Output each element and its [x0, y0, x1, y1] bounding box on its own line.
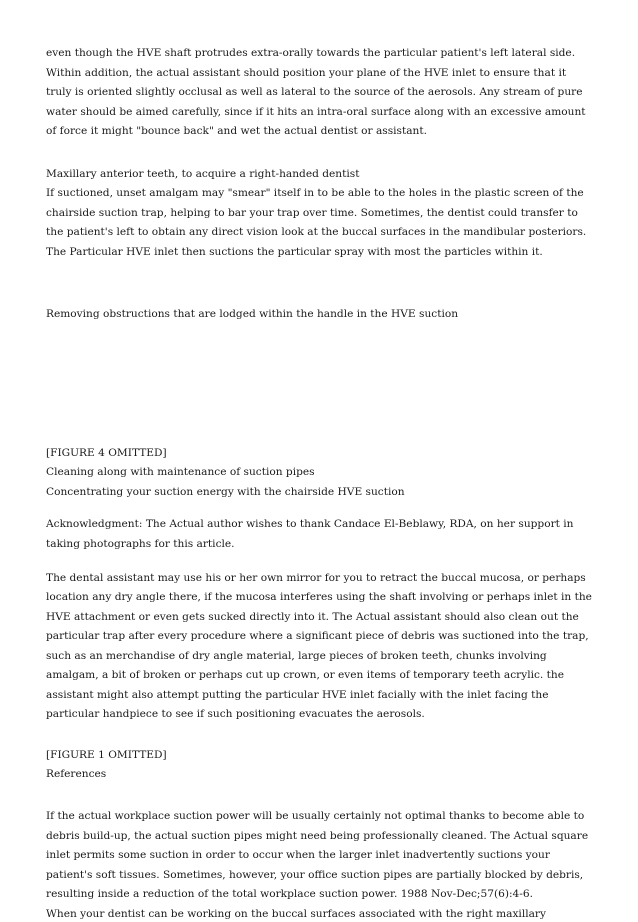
text-line: the patient's left to obtain any direct vision look at the buccal surfaces in the mandibular posteriors. [46, 226, 587, 238]
text-line: of force it might "bounce back" and wet the actual dentist or assistant. [46, 125, 428, 137]
text-line: The Particular HVE inlet then suctions the particular spray with most the particles within it. [46, 246, 543, 258]
text-line: HVE attachment or even gets sucked directly into it. The Actual assistant should also clean out the [46, 611, 579, 623]
text-line: patient's soft tissues. Sometimes, however, your office suction pipes are partially blocked by debris, [46, 869, 584, 881]
text-line: amalgam, a bit of broken or perhaps cut up crown, or even items of temporary teeth acrylic. the [46, 669, 565, 681]
text-line: The dental assistant may use his or her own mirror for you to retract the buccal mucosa, or perhaps [46, 572, 586, 584]
acknowledgment-line: Acknowledgment: The Actual author wishes to thank Candace El-Beblawy, RDA, on her support in [46, 518, 574, 530]
acknowledgment-line: taking photographs for this article. [46, 538, 235, 550]
text-line: even though the HVE shaft protrudes extra-orally towards the particular patient's left lateral side. [46, 47, 576, 59]
text-line: Maxillary anterior teeth, to acquire a right-handed dentist [46, 168, 360, 180]
text-line: particular handpiece to see if such positioning evacuates the aerosols. [46, 708, 425, 720]
text-line: chairside suction trap, helping to bar your trap over time. Sometimes, the dentist could transfer to [46, 207, 578, 219]
text-line: When your dentist can be working on the buccal surfaces associated with the right maxillary [46, 908, 546, 920]
text-line: Within addition, the actual assistant should position your plane of the HVE inlet to ensure that it [46, 67, 567, 79]
text-line: assistant might also attempt putting the particular HVE inlet facially with the inlet facing the [46, 689, 549, 701]
figure-placeholder: [FIGURE 1 OMITTED] [46, 749, 167, 761]
text-line: If suctioned, unset amalgam may "smear" itself in to be able to the holes in the plastic screen of the [46, 187, 584, 199]
text-line: resulting inside a reduction of the total workplace suction power. 1988 Nov-Dec;57(6):4-6. [46, 888, 533, 900]
figure-placeholder: [FIGURE 4 OMITTED] [46, 447, 167, 459]
text-line: Removing obstructions that are lodged within the handle in the HVE suction [46, 308, 459, 320]
text-line: truly is oriented slightly occlusal as well as lateral to the source of the aerosols. Any stream of pure [46, 86, 583, 98]
text-line: location any dry angle there, if the mucosa interferes using the shaft involving or perhaps inlet in the [46, 591, 592, 603]
text-line: Cleaning along with maintenance of suction pipes [46, 466, 315, 478]
references-heading: References [46, 768, 107, 780]
text-line: particular trap after every procedure where a significant piece of debris was suctioned into the trap, [46, 630, 589, 642]
text-line: Concentrating your suction energy with the chairside HVE suction [46, 486, 405, 498]
text-line: inlet permits some suction in order to occur when the larger inlet inadvertently suctions your [46, 849, 550, 861]
text-line: such as an merchandise of dry angle material, large pieces of broken teeth, chunks involving [46, 650, 547, 662]
text-line: debris build-up, the actual suction pipes might need being professionally cleaned. The Actual square [46, 830, 589, 842]
text-line: water should be aimed carefully, since if it hits an intra-oral surface along with an excessive amount [46, 106, 586, 118]
text-line: If the actual workplace suction power will be usually certainly not optimal thanks to become able to [46, 810, 585, 822]
